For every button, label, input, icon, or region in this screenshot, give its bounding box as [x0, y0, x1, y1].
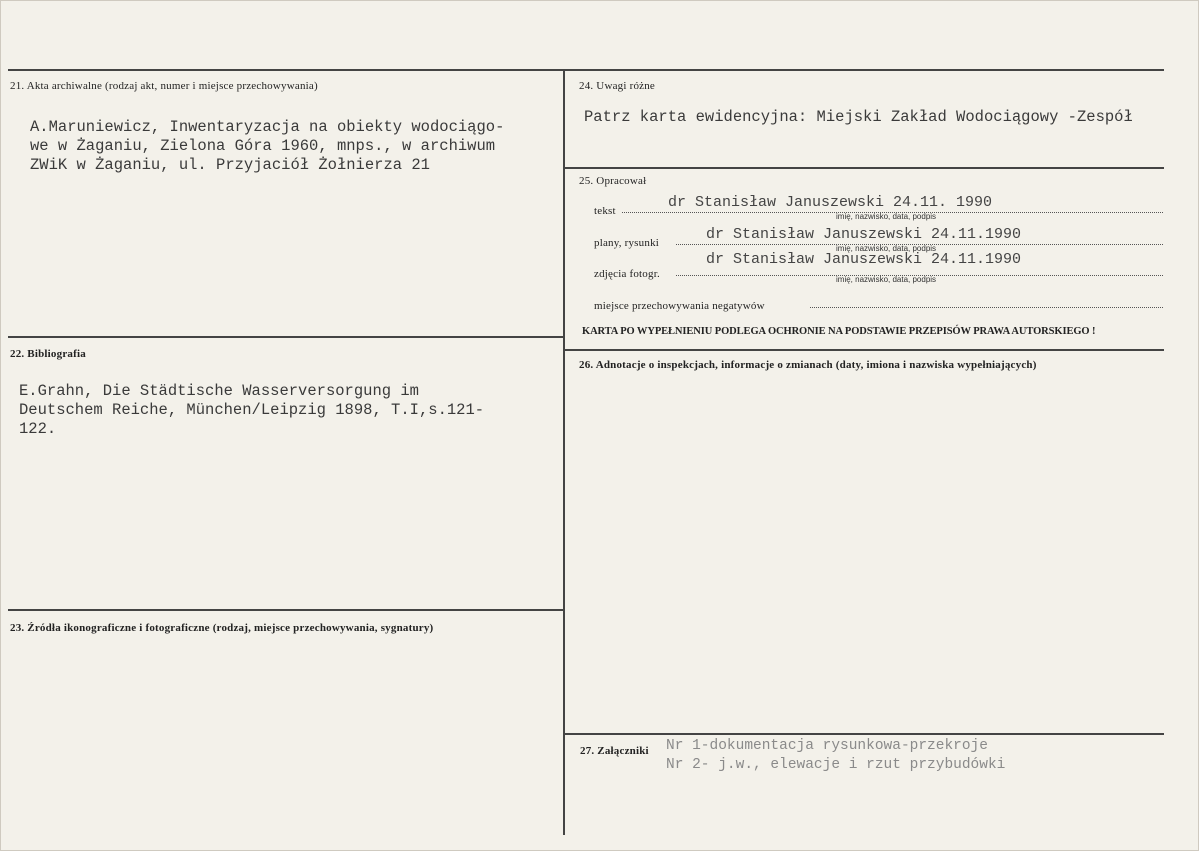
- section-21-line-1: A.Maruniewicz, Inwentaryzacja na obiekty wodociągo-: [30, 118, 505, 136]
- rule-24-25: [564, 167, 1164, 169]
- zdjecia-hint: imię, nazwisko, data, podpis: [836, 275, 937, 284]
- section-21-label: 21. Akta archiwalne (rodzaj akt, numer i miejsce przechowywania): [10, 80, 318, 92]
- rule-22-23: [8, 609, 564, 611]
- zdjecia-signature: dr Stanisław Januszewski 24.11.1990: [706, 251, 1022, 268]
- top-rule: [8, 69, 1164, 71]
- negatywy-dotted-line: [810, 307, 1163, 308]
- section-22-line-3: 122.: [19, 420, 57, 438]
- rule-21-22: [8, 336, 564, 338]
- tekst-hint: imię, nazwisko, data, podpis: [836, 212, 937, 221]
- attachment-line-1: Nr 1-dokumentacja rysunkowa-przekroje: [666, 738, 988, 754]
- section-27-label: 27. Załączniki: [580, 745, 649, 757]
- section-21-line-3: ZWiK w Żaganiu, ul. Przyjaciół Żołnierza 21: [30, 156, 430, 174]
- section-26-label: 26. Adnotacje o inspekcjach, informacje o zmianach (daty, imiona i nazwiska wypełniających): [579, 359, 1037, 371]
- center-divider: [563, 69, 565, 835]
- negatywy-label: miejsce przechowywania negatywów: [594, 300, 765, 312]
- plany-label: plany, rysunki: [594, 237, 660, 249]
- attachment-line-2: Nr 2- j.w., elewacje i rzut przybudówki: [666, 757, 1006, 773]
- section-21-line-2: we w Żaganiu, Zielona Góra 1960, mnps., w archiwum: [30, 137, 496, 155]
- section-24-label: 24. Uwagi różne: [579, 80, 656, 92]
- section-24-text: Patrz karta ewidencyjna: Miejski Zakład Wodociągowy -Zespół: [584, 108, 1133, 126]
- section-22-line-2: Deutschem Reiche, München/Leipzig 1898, T.I,s.121-: [19, 401, 485, 419]
- tekst-signature: dr Stanisław Januszewski 24.11. 1990: [668, 194, 993, 211]
- rule-25-26: [564, 349, 1164, 351]
- rule-26-27: [564, 733, 1164, 735]
- tekst-label: tekst: [594, 205, 616, 217]
- section-23-label: 23. Źródła ikonograficzne i fotograficzne (rodzaj, miejsce przechowywania, sygnatury): [10, 622, 434, 634]
- section-25-label: 25. Opracował: [579, 175, 647, 187]
- section-22-label: 22. Bibliografia: [10, 348, 86, 360]
- section-22-line-1: E.Grahn, Die Städtische Wasserversorgung im: [19, 382, 419, 400]
- copyright-notice: KARTA PO WYPEŁNIENIU PODLEGA OCHRONIE NA PODSTAWIE PRZEPISÓW PRAWA AUTORSKIEGO !: [582, 326, 1096, 337]
- plany-signature: dr Stanisław Januszewski 24.11.1990: [706, 226, 1022, 243]
- zdjecia-label: zdjęcia fotogr.: [594, 268, 660, 280]
- plany-hint: imię, nazwisko, data, podpis: [836, 244, 937, 253]
